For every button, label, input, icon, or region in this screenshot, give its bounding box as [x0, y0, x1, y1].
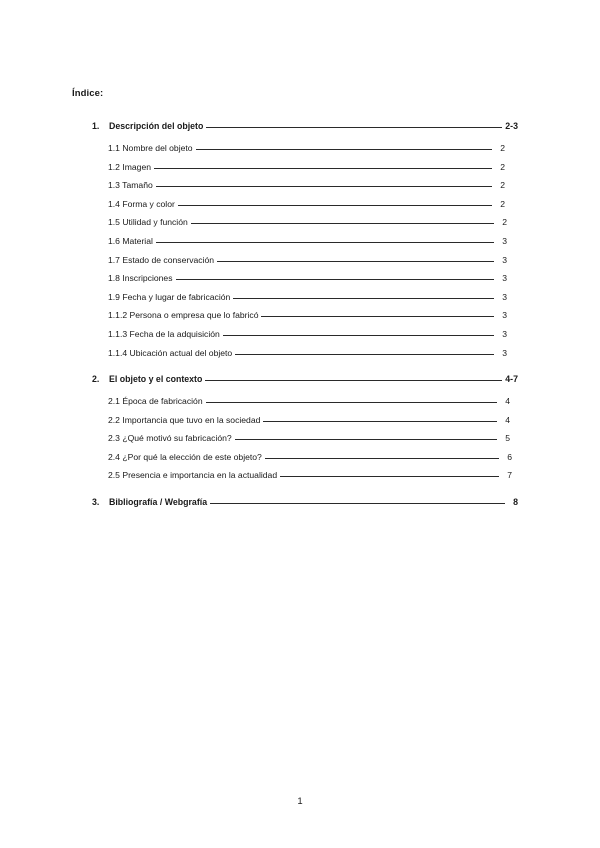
toc-leader-line [154, 167, 492, 169]
toc-item-page: 5 [505, 433, 510, 444]
toc-leader-line [196, 148, 492, 150]
toc-item-page: 3 [502, 273, 507, 284]
toc-item-page: 2 [500, 198, 505, 209]
toc-item-row[interactable] [108, 396, 510, 406]
toc-leader-line [156, 241, 494, 243]
toc-leader-line [178, 204, 492, 206]
toc-item-page: 2 [502, 217, 507, 228]
toc-leader-line [233, 297, 494, 299]
toc-section-label: Descripción del objeto [109, 121, 204, 131]
toc-item-row[interactable] [108, 143, 505, 153]
toc-item-page: 3 [502, 329, 507, 339]
toc-item-label: 2.5 Presencia e importancia en la actualidad [108, 470, 278, 481]
toc-section-row[interactable] [92, 121, 518, 131]
toc-item-label: 2.1 Época de fabricación [108, 396, 203, 406]
toc-leader-line [235, 438, 497, 440]
toc-leader-line [217, 260, 494, 262]
toc-item-row[interactable] [108, 415, 510, 425]
toc-item-label: 1.9 Fecha y lugar de fabricación [108, 291, 231, 302]
toc-leader-line [210, 502, 505, 504]
toc-item-label: 2.4 ¿Por qué la elección de este objeto? [108, 451, 262, 462]
toc-section-row[interactable] [92, 497, 518, 507]
toc-item-row[interactable] [108, 217, 507, 227]
toc-item-label: 1.4 Forma y color [108, 198, 175, 209]
toc-item-page: 2 [500, 161, 505, 172]
toc-item-row[interactable] [108, 199, 505, 209]
toc-item-row[interactable] [108, 255, 507, 265]
toc-item-page: 2 [500, 180, 505, 191]
toc-leader-line [191, 222, 494, 224]
toc-item-row[interactable] [108, 433, 510, 443]
toc-item-row[interactable] [108, 273, 507, 283]
toc-leader-line [205, 379, 502, 381]
toc-leader-line [176, 278, 495, 280]
toc-item-label: 2.2 Importancia que tuvo en la sociedad [108, 414, 261, 425]
toc-item-page: 3 [502, 310, 507, 321]
toc-item-label: 1.3 Tamaño [108, 180, 153, 191]
toc-leader-line [223, 334, 494, 336]
toc-item-row[interactable] [108, 162, 505, 172]
toc-item-label: 2.3 ¿Qué motivó su fabricación? [108, 433, 232, 444]
toc-item-label: 1.2 Imagen [108, 161, 151, 172]
toc-item-row[interactable] [108, 180, 505, 190]
toc-leader-line [261, 315, 494, 317]
toc-item-label: 1.7 Estado de conservación [108, 254, 215, 265]
toc-section-pages: 2-3 [505, 121, 518, 131]
toc-section-label: El objeto y el contexto [109, 374, 203, 384]
toc-item-row[interactable] [108, 310, 507, 320]
toc-item-label: 1.1.2 Persona o empresa que lo fabricó [108, 310, 259, 321]
toc-item-label: 1.8 Inscripciones [108, 273, 173, 284]
toc-item-page: 3 [502, 347, 507, 358]
toc-section-number: 2. [92, 374, 100, 384]
toc-item-page: 4 [505, 414, 510, 425]
toc-item-label: 1.1.3 Fecha de la adquisición [108, 329, 220, 339]
toc-item-label: 1.6 Material [108, 236, 153, 246]
toc-leader-line [235, 353, 494, 355]
toc-item-page: 2 [500, 143, 505, 153]
toc-leader-line [206, 126, 502, 128]
toc-section-label: Bibliografía / Webgrafía [109, 497, 208, 507]
toc-item-row[interactable] [108, 292, 507, 302]
footer-page-number: 1 [297, 796, 303, 807]
toc-item-page: 4 [505, 396, 510, 406]
toc-section-number: 1. [92, 121, 100, 131]
toc-item-row[interactable] [108, 452, 512, 462]
toc-item-label: 1.5 Utilidad y función [108, 217, 188, 228]
toc-item-page: 3 [502, 291, 507, 302]
toc-item-page: 3 [502, 254, 507, 265]
toc-leader-line [265, 457, 499, 459]
toc-section-pages: 4-7 [505, 374, 518, 384]
toc-item-label: 1.1.4 Ubicación actual del objeto [108, 347, 233, 358]
toc-item-row[interactable] [108, 329, 507, 339]
toc-section-number: 3. [92, 497, 100, 507]
toc-leader-line [206, 401, 497, 403]
toc-item-page: 7 [507, 470, 512, 481]
index-title: Índice: [72, 88, 104, 99]
toc-item-page: 3 [502, 236, 507, 246]
toc-section-pages: 8 [513, 497, 518, 507]
toc-leader-line [263, 420, 497, 422]
toc-item-label: 1.1 Nombre del objeto [108, 143, 193, 153]
toc-item-row[interactable] [108, 470, 512, 480]
toc-item-row[interactable] [108, 236, 507, 246]
toc-leader-line [156, 185, 492, 187]
toc-item-page: 6 [507, 451, 512, 462]
toc-leader-line [280, 475, 499, 477]
toc-item-row[interactable] [108, 348, 507, 358]
toc-section-row[interactable] [92, 374, 518, 384]
